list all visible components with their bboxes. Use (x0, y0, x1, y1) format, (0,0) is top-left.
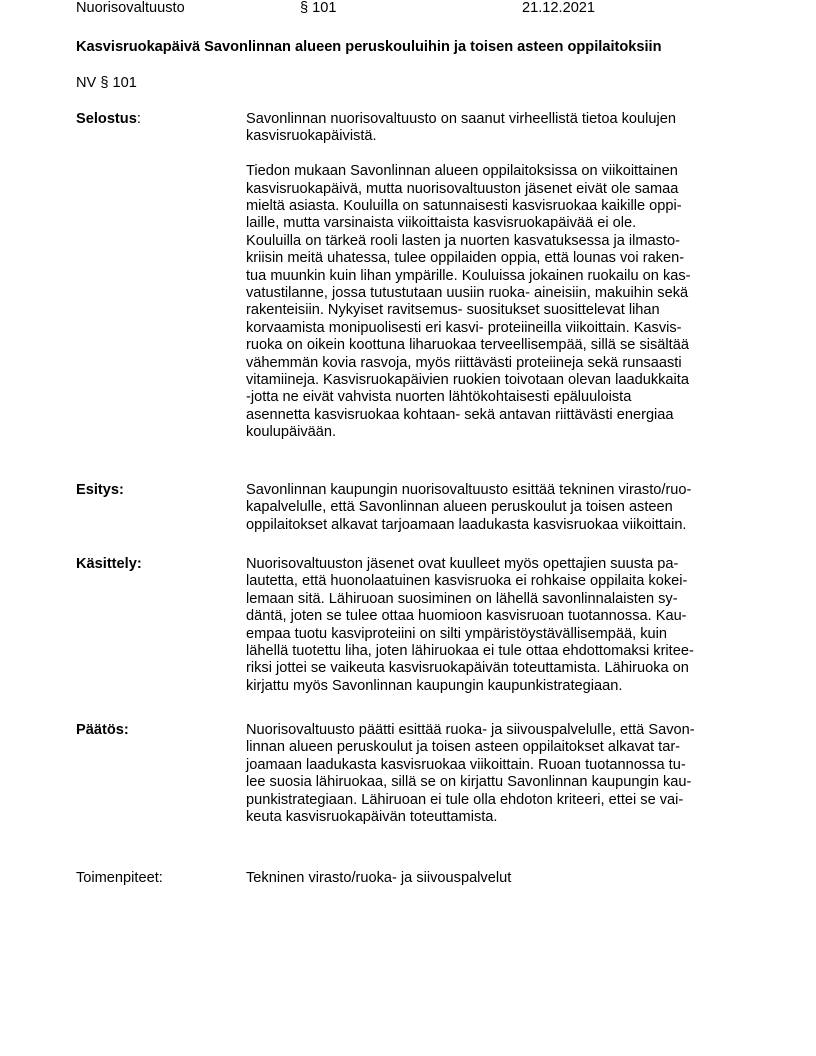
section-label-esitys: Esitys: (76, 482, 124, 498)
selostus-label-colon: : (136, 111, 141, 127)
selostus-paragraph-1: Savonlinnan nuorisovaltuusto on saanut virheellistä tietoa koulujen kasvisruokapäivistä. (246, 111, 676, 145)
kasittely-text: Nuorisovaltuuston jäsenet ovat kuulleet myös opettajien suusta pa- lautetta, että huonolaatuinen kasvisruoka ei rohkaise oppilaita kokei- lemaan sitä. Lähiruoan suosiminen on lähellä savonlinnalaisten sy- däntä, joten se tulee ottaa huomioon kasvisruoan tuotannossa. Kau- empaa tuotu kasviproteiini on silti ympäristöystävällisempää, kuin lähellä tuotettu liha, joten lähiruokaa ei tule ottaa ehdottomaksi kritee- riksi jottei se vaikeuta kasvisruokapäivän toteuttamista. Lähiruoka on kirjattu myös Savonlinnan kaupungin kaupunkistrategiaan. (246, 556, 694, 694)
section-body-toimenpiteet (246, 870, 741, 887)
header-organization: Nuorisovaltuusto (76, 0, 185, 16)
section-body-paatos (246, 722, 741, 826)
esitys-text: Savonlinnan kaupungin nuorisovaltuusto esittää tekninen virasto/ruo- kapalvelulle, että Savonlinnan alueen peruskoulut ja toisen asteen oppilaitokset alkavat tarjoamaan laadukasta kasvisruokaa viikoittain. (246, 482, 692, 533)
selostus-label-text: Selostus (76, 111, 137, 127)
paatos-text: Nuorisovaltuusto päätti esittää ruoka- ja siivouspalvelulle, että Savon- linnan alueen peruskoulut ja toisen asteen oppilaitokset alkavat tar- joamaan laadukasta kasvisruokaa viikoittain. Ruoan tuotannossa tu- lee suosia lähiruokaa, sillä se on kirjattu Savonlinnan kaupungin kau- punkistrategiaan. Lähiruoan ei tule olla ehdoton kriteeri, ettei se vai- keuta kasvisruokapäivän toteuttamista. (246, 722, 695, 826)
section-body-esitys (246, 482, 741, 534)
section-label-paatos: Päätös: (76, 722, 129, 738)
section-label-toimenpiteet: Toimenpiteet: (76, 870, 163, 886)
section-label-kasittely: Käsittely: (76, 556, 142, 572)
section-body-selostus (246, 111, 741, 442)
header-date: 21.12.2021 (522, 0, 596, 16)
toimenpiteet-text: Tekninen virasto/ruoka- ja siivouspalvelut (246, 870, 512, 886)
document-header (76, 0, 776, 19)
document-title: Kasvisruokapäivä Savonlinnan alueen peruskouluihin ja toisen asteen oppilaitoksiin (76, 39, 662, 55)
header-paragraph-number: § 101 (300, 0, 337, 16)
section-label-selostus (76, 111, 141, 128)
reference-number: NV § 101 (76, 75, 137, 91)
section-body-kasittely (246, 556, 741, 695)
selostus-paragraph-2: Tiedon mukaan Savonlinnan alueen oppilaitoksissa on viikoittainen kasvisruokapäivä, mutta nuorisovaltuuston jäsenet eivät ole samaa mieltä asiasta. Kouluilla on satunnaisesti kasvisruokaa kaikille oppi- laille, mutta varsinaista viikoittaista kasvisruokapäivää ei ole. Kouluilla on tärkeä rooli lasten ja nuorten kasvatuksessa ja ilmasto- kriisin meitä uhatessa, tulee oppilaiden oppia, että lounas voi raken- tua muunkin kuin lihan ympärille. Kouluissa jokainen ruokailu on kas- vatustilanne, jossa tutustutaan uusiin ruoka- aineisiin, makuihin sekä rakenteisiin. Nykyiset ravitsemus- suositukset suosittelevat lihan korvaamista monipuolisesti eri kasvi- proteiineilla viikoittain. Kasvis- ruoka on oikein koottuna liharuokaa terveellisempää, sillä se sisältää vähemmän kovia rasvoja, myös riittävästi proteiineja sekä runsaasti vitamiineja. Kasvisruokapäivien ruokien toivotaan olevan laadukkaita -jotta ne eivät vahvista nuorten lähtökohtaisesti epäluuloista asennetta kasvisruokaa kohtaan- sekä antavan riittävästi energiaa koulupäivään. (246, 163, 691, 441)
